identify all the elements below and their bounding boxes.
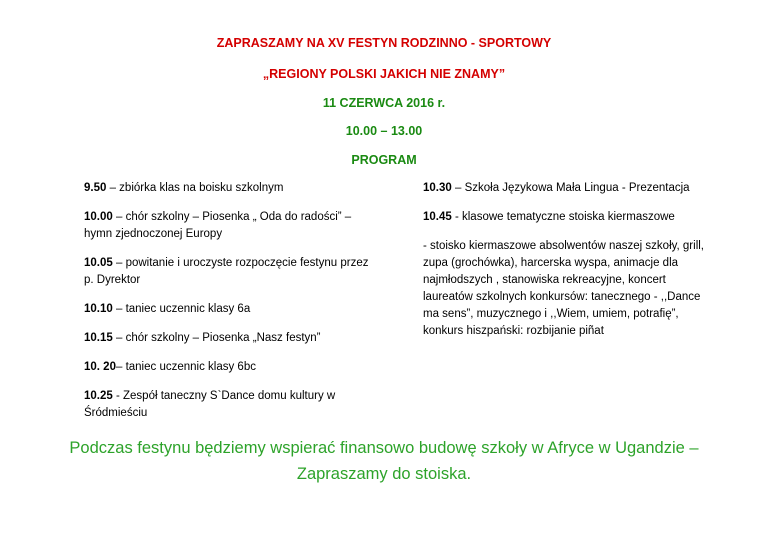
event-date: 11 CZERWCA 2016 r. <box>322 96 446 110</box>
program-item: 10.45 - klasowe tematyczne stoiska kiermaszowe <box>423 211 675 223</box>
program-item: 10. 20– taniec uczennic klasy 6bc <box>84 361 256 373</box>
program-item-description: - stoisko kiermaszowe absolwentów naszej szkoły, grill, zupa (grochówka), harcerska wyspa, animacje dla najmłodszych , stanowiska rekreacyjne, koncert laureatów szkolnych konkursów: tanecznego - ,,Dance ma sens”, muzycznego i ,,Wiem, umiem, potrafię”, konkurs hiszpański: rozbijanie piñat <box>423 240 704 337</box>
program-item: 10.30 – Szkoła Językowa Mała Lingua - Prezentacja <box>423 182 690 194</box>
program-item: 10.15 – chór szkolny – Piosenka „Nasz festyn” <box>84 332 321 344</box>
footer-line-2: Zapraszamy do stoiska. <box>296 465 472 483</box>
program-left-column <box>84 180 374 434</box>
program-item: 10.25 - Zespół taneczny S`Dance domu kultury w Śródmieściu <box>84 390 336 419</box>
header-title: ZAPRASZAMY NA XV FESTYN RODZINNO - SPORTOWY <box>216 36 552 50</box>
program-right-column <box>423 180 713 352</box>
header-subtitle: „REGIONY POLSKI JAKICH NIE ZNAMY” <box>262 67 506 81</box>
footer-line-1: Podczas festynu będziemy wspierać finansowo budowę szkoły w Afryce w Ugandzie – <box>69 439 699 457</box>
program-heading: PROGRAM <box>351 153 417 167</box>
program-item: 10.05 – powitanie i uroczyste rozpoczęcie festynu przez p. Dyrektor <box>84 257 369 286</box>
program-item: 10.10 – taniec uczennic klasy 6a <box>84 303 251 315</box>
program-item: 9.50 – zbiórka klas na boisku szkolnym <box>84 182 284 194</box>
program-item: 10.00 – chór szkolny – Piosenka „ Oda do radości” – hymn zjednoczonej Europy <box>84 211 352 240</box>
event-time: 10.00 – 13.00 <box>345 124 423 138</box>
